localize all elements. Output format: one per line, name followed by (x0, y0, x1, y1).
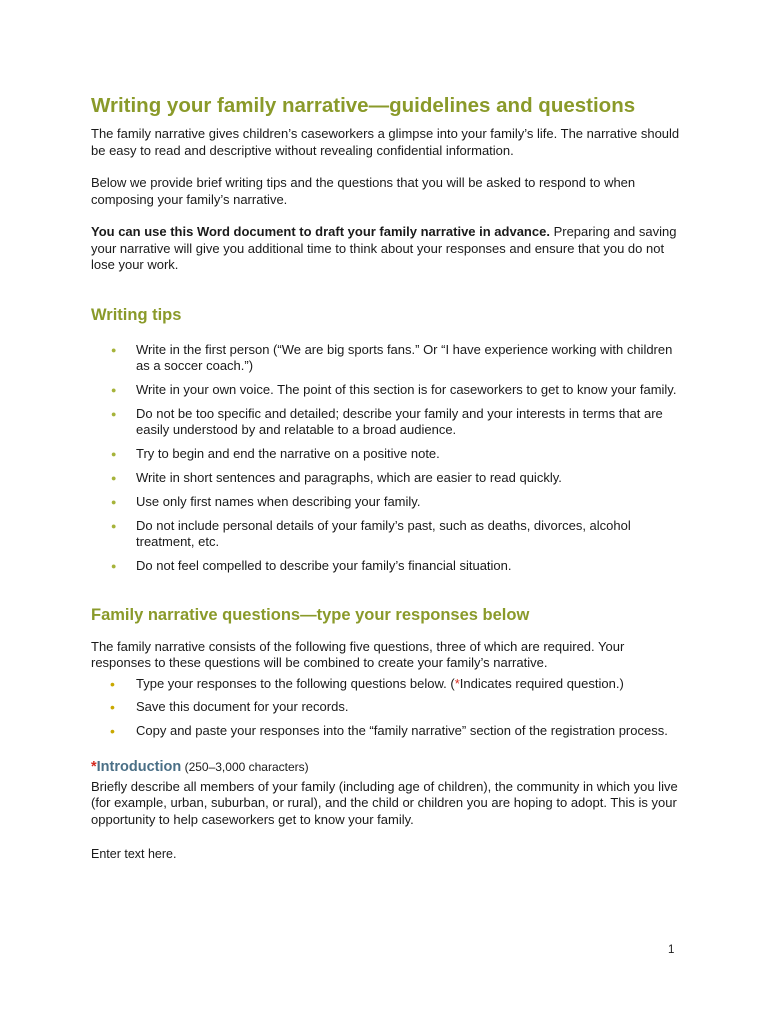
list-item (91, 406, 681, 439)
document-page (91, 94, 681, 862)
page-title: Writing your family narrative—guidelines and questions (91, 94, 636, 117)
list-item (91, 494, 681, 511)
list-item (91, 558, 681, 575)
bullet-icon: ● (111, 520, 117, 531)
introduction-heading (91, 758, 681, 776)
list-item (91, 518, 681, 551)
list-item-text: Try to begin and end the narrative on a positive note. (136, 446, 440, 462)
page-number: 1 (668, 944, 675, 956)
list-item-text: Do not be too specific and detailed; describe your family and your interests in terms that are easily understood by and relatable to a broad audience. (136, 405, 663, 438)
bullet-icon: ● (111, 473, 117, 484)
step-text: Copy and paste your responses into the “family narrative” section of the registration process. (136, 723, 668, 739)
list-item (91, 723, 681, 740)
list-item-text: Do not feel compelled to describe your family’s financial situation. (136, 558, 512, 574)
bullet-icon: ● (111, 384, 117, 395)
list-item (91, 446, 681, 463)
list-item (91, 382, 681, 399)
step-text: Indicates required question.) (459, 675, 624, 691)
introduction-title: Introduction (96, 758, 182, 775)
list-item-text: Write in the first person (“We are big sports fans.” Or “I have experience working with children as a soccer coach.”) (136, 341, 673, 373)
introduction-description: Briefly describe all members of your family (including age of children), the community in which you live (for example, urban, suburban, or rural), and the child or children you are hoping to adopt. This is your opportunity to help caseworkers get to know your family. (91, 778, 678, 827)
intro-rest-text: Preparing and saving your narrative will give you additional time to think about your responses and ensure that you do not lose your work. (91, 224, 677, 272)
bullet-icon: • (110, 675, 115, 692)
questions-heading: Family narrative questions—type your responses below (91, 605, 530, 624)
step-text: Save this document for your records. (136, 699, 349, 715)
bullet-icon: ● (111, 561, 117, 572)
bullet-icon: • (110, 699, 115, 716)
required-star: * (454, 675, 460, 691)
intro-paragraph-1: The family narrative gives children’s caseworkers a glimpse into your family’s life. The narrative should be easy to read and descriptive without revealing confidential information. (91, 126, 680, 158)
list-item (91, 470, 681, 487)
intro-paragraph-2: Below we provide brief writing tips and the questions that you will be asked to respond to when composing your family’s narrative. (91, 175, 636, 207)
response-text-field[interactable]: Enter text here. (91, 847, 177, 862)
writing-tips-heading: Writing tips (91, 305, 182, 324)
list-item (91, 676, 681, 693)
bullet-icon: ● (111, 408, 117, 419)
list-item-text: Do not include personal details of your family’s past, such as deaths, divorces, alcohol treatment, etc. (136, 517, 631, 550)
list-item-text: Write in your own voice. The point of this section is for caseworkers to get to know your family. (136, 381, 677, 397)
step-text: Type your responses to the following questions below. ( (136, 675, 455, 691)
bullet-icon: • (110, 723, 115, 740)
character-range: (250–3,000 characters) (181, 759, 309, 774)
intro-bold-text: You can use this Word document to draft your family narrative in advance. (91, 224, 550, 239)
list-item-text: Use only first names when describing your family. (136, 493, 421, 509)
required-star: * (91, 758, 97, 775)
list-item (91, 699, 681, 716)
bullet-icon: ● (111, 449, 117, 460)
questions-intro: The family narrative consists of the following five questions, three of which are required. Your responses to these questions will be combined to create your family’s narrative. (91, 638, 625, 671)
list-item (91, 342, 681, 375)
list-item-text: Write in short sentences and paragraphs, which are easier to read quickly. (136, 470, 562, 486)
intro-paragraph-3 (91, 224, 681, 274)
steps-list (91, 676, 681, 740)
writing-tips-list (91, 342, 681, 575)
bullet-icon: ● (111, 344, 117, 355)
bullet-icon: ● (111, 496, 117, 507)
